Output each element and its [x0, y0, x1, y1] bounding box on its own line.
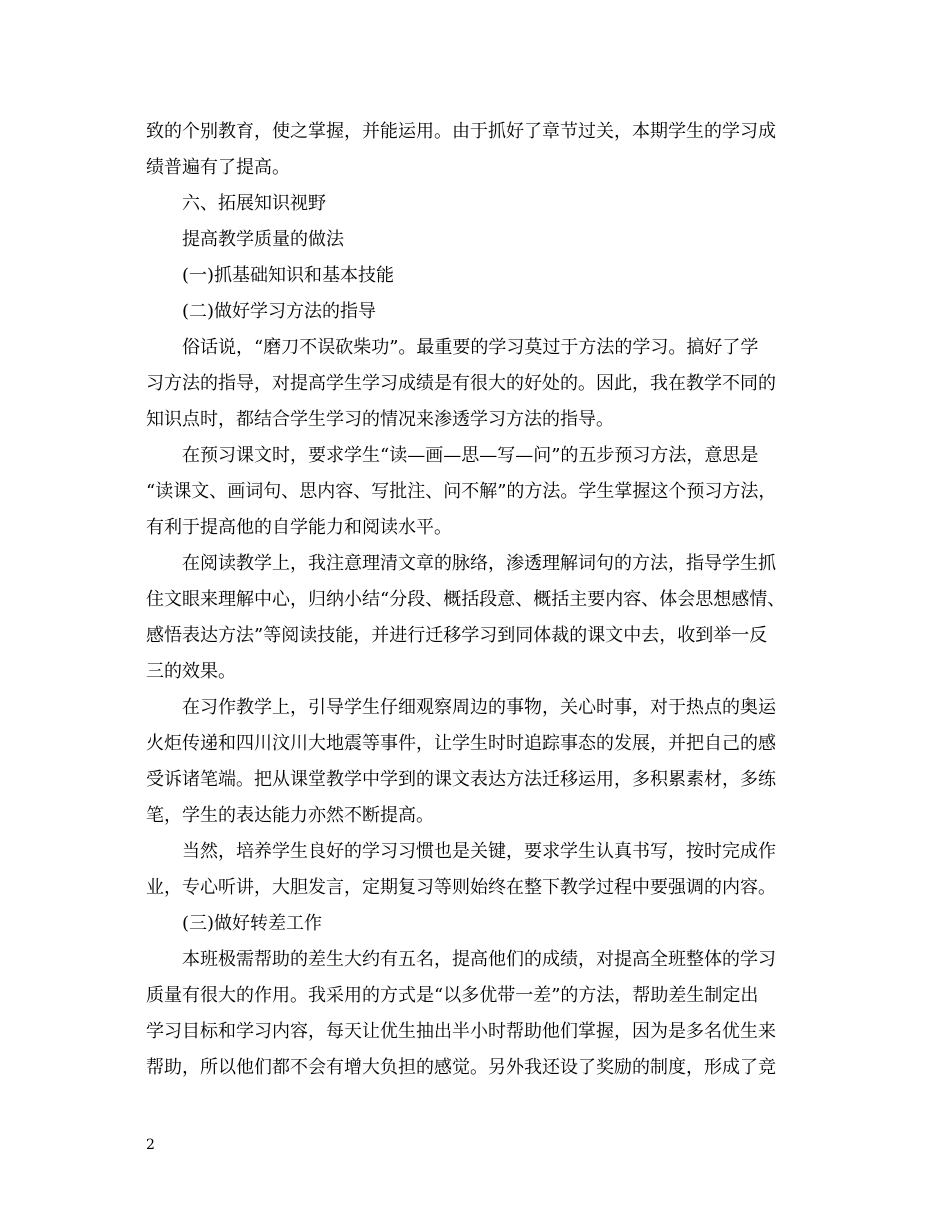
paragraph-line: 知识点时，都结合学生学习的情况来渗透学习方法的指导。	[146, 409, 614, 430]
page-number: 2	[146, 1137, 155, 1153]
paragraph-line: 学习目标和学习内容，每天让优生抽出半小时帮助他们掌握，因为是多名优生来	[146, 1021, 776, 1042]
paragraph-line: 在阅读教学上，我注意理清文章的脉络，渗透理解词句的方法，指导学生抓	[182, 553, 776, 574]
paragraph-line: 受诉诸笔端。把从课堂教学中学到的课文表达方法迁移运用，多积累素材，多练	[146, 769, 776, 790]
paragraph-line: 有利于提高他的自学能力和阅读水平。	[146, 517, 452, 538]
paragraph-line: 火炬传递和四川汶川大地震等事件，让学生时时追踪事态的发展，并把自己的感	[146, 733, 776, 754]
paragraph-line: 习方法的指导，对提高学生学习成绩是有很大的好处的。因此，我在教学不同的	[146, 373, 776, 394]
paragraph-line: 在习作教学上，引导学生仔细观察周边的事物，关心时事，对于热点的奥运	[182, 697, 776, 718]
paragraph-line: 感悟表达方法”等阅读技能，并进行迁移学习到同体裁的课文中去，收到举一反	[146, 625, 768, 646]
subsection-heading: (二)做好学习方法的指导	[182, 301, 377, 322]
paragraph-line: 当然，培养学生良好的学习习惯也是关键，要求学生认真书写，按时完成作	[182, 841, 776, 862]
paragraph-line: 俗话说，“磨刀不误砍柴功”。最重要的学习莫过于方法的学习。搞好了学	[182, 337, 759, 358]
paragraph-line: 三的效果。	[146, 661, 236, 682]
section-heading: 六、拓展知识视野	[182, 193, 326, 214]
paragraph-line: 在预习课文时，要求学生“读—画—思—写—问”的五步预习方法，意思是	[182, 445, 759, 466]
paragraph-line: 住文眼来理解中心，归纳小结“分段、概括段意、概括主要内容、体会思想感情、	[146, 589, 786, 610]
section-heading: 提高教学质量的做法	[182, 229, 344, 250]
paragraph-line: 笔，学生的表达能力亦然不断提高。	[146, 805, 434, 826]
paragraph-line: “读课文、画词句、思内容、写批注、问不解”的方法。学生掌握这个预习方法，	[146, 481, 777, 502]
subsection-heading: (三)做好转差工作	[182, 913, 323, 934]
subsection-heading: (一)抓基础知识和基本技能	[182, 265, 395, 286]
paragraph-line: 绩普遍有了提高。	[146, 157, 290, 178]
paragraph-line: 质量有很大的作用。我采用的方式是“以多优带一差”的方法，帮助差生制定出	[146, 985, 759, 1006]
paragraph-line: 帮助，所以他们都不会有增大负担的感觉。另外我还设了奖励的制度，形成了竞	[146, 1057, 776, 1078]
paragraph-line: 业，专心听讲，大胆发言，定期复习等则始终在整下教学过程中要强调的内容。	[146, 877, 776, 898]
paragraph-line: 本班极需帮助的差生大约有五名，提高他们的成绩，对提高全班整体的学习	[182, 949, 776, 970]
paragraph-line: 致的个别教育，使之掌握，并能运用。由于抓好了章节过关，本期学生的学习成	[146, 121, 776, 142]
